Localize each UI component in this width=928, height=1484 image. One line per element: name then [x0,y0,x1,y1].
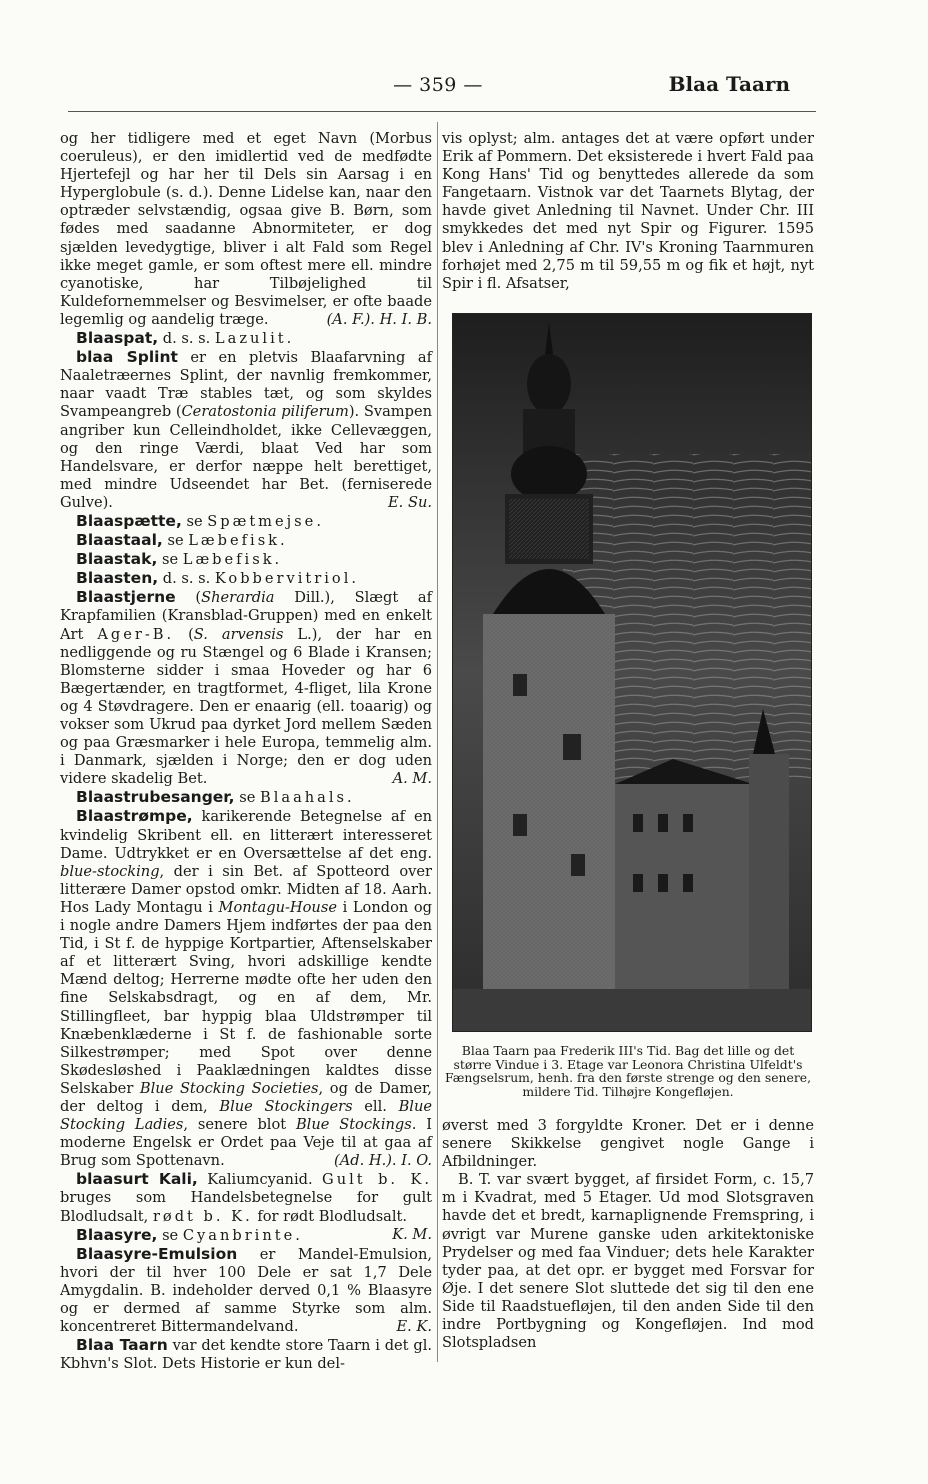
entry-blaastroempe [60,807,432,1170]
headword: Blaasyre-Emulsion [76,1244,238,1263]
entry-signature: (A. F.). H. I. B. [326,310,432,328]
entry-blaasyre-emulsion [60,1245,432,1336]
entry-text: . I moderne Engelsk er Ordet paa Veje til at gaa af Brug som Spottenavn. [60,1116,432,1170]
spaced-term: Ager-B. [97,625,175,643]
headword: Blaastrømpe, [76,807,193,826]
entry-text: i London og i nogle andre Damers Hjem indførtes der paa den Tid, i St f. de hyppige Kortpartier, Aftenselskaber af et litterært Sving, hvori adskillige kendte Mænd deltog; Herrerne mødte ofte her uden den fine Selskabsdragt, og en af dem, Mr. Stillingfleet, bar hyppig blaa Uldstrømper til Knæbenklæderne i St f. de fashionable sorte Silkestrømper; med Spot over denne Skødesløshed i Paaklædningen kaldtes disse Selskaber [60,898,432,1097]
entry-text: var det kendte store Taarn i det gl. Kbhvn's Slot. Dets Historie er kun del- [60,1337,432,1373]
entry-text: ell. [352,1097,399,1115]
headword: Blaastrubesanger, [76,788,235,807]
entry-text: øverst med 3 forgyldte Kroner. Det er i denne senere Skikkelse gengivet nogle Gange i Afbildninger. [442,1117,814,1171]
cross-reference: Læbefisk. [188,532,288,550]
right-column-bottom [442,1117,814,1352]
entry-blaaspat [60,329,432,348]
tower-illustration [453,314,811,1031]
entry-text: , der i sin Bet. af Spotteord over litterære Damer opstod omkr. Midten af 18. Aarh. Hos Lady Montagu i [60,862,432,916]
entry-text: ( [174,625,194,643]
cross-reference: Kobbervitriol. [214,570,360,588]
entry-text: bruges som Handelsbetegnelse for gult Blodludsalt, [60,1189,432,1225]
entry-signature: E. Su. [388,493,432,511]
spaced-term: Gult b. K. [322,1171,433,1189]
headword: Blaa Taarn [76,1336,168,1355]
italic-term: Blue Stockingers [219,1097,353,1115]
entry-text: er en pletvis Blaafarvning af Naaletræernes Splint, der navnlig fremkommer, naar vaadt Træ stables tæt, og som skyldes Svampeangreb ( [60,349,432,421]
entry-text: L.), der har en nedliggende og ru Stængel og 6 Blade i Kransen; Blomsterne sidder i smaa Hoveder og har 6 Bægertænder, en tragtformet, 4-fliget, lila Krone og 4 Støvdragere. Den er enaarig (ell. toaarig) og vokser som Ukrud paa dyrket Jord mellem Sæden og paa Græsmarker i hele Europa, temmelig alm. i Danmark, sjælden i Norge; den er dog uden videre skadelig Bet. [60,625,432,788]
entry-text: se [161,551,179,569]
italic-term: Blue Stockings [295,1116,412,1134]
headword: Blaastaal, [76,531,163,550]
entry-blaastrubesanger [60,788,432,807]
entry-text: karikerende Betegnelse af en kvindelig Skribent ell. en litterært interesseret Dame. Udtrykket er en Oversættelse af det eng. [60,808,432,862]
entry-blaastak [60,550,432,569]
entry-text: er Mandel-Emulsion, hvori der til hver 100 Dele er sat 1,7 Dele Amygdalin. B. indeholder derved 0,1 % Blaasyre og er dermed af samme Styrke som alm. koncentreret Bittermandelvand. [60,1245,432,1336]
italic-term: Blue Stocking Ladies [60,1097,432,1134]
cross-reference: Lazulit. [214,330,295,348]
entry-blaa-splint [60,348,432,512]
italic-term: blue-stocking [60,862,160,880]
entry-text: Dill.), Slægt af Krapfamilien (Kransblad-Gruppen) med en enkelt Art [60,589,432,643]
header-rule [68,111,816,112]
entry-signature: A. M. [392,770,432,788]
entry-blaa-taarn [60,1336,432,1373]
headword: Blaasten, [76,569,159,588]
headword: Blaaspætte, [76,511,182,530]
headword: blaa Splint [76,348,178,367]
italic-term: Blue Stocking Societies [139,1079,319,1097]
right-column-top [442,130,814,293]
entry-continuation [60,130,432,329]
entry-text: , senere blot [183,1116,296,1134]
entry-blaastaal [60,531,432,550]
entry-text: B. T. var svært bygget, af firsidet Form, c. 15,7 m i Kvadrat, med 5 Etager. Ud mod Slotsgraven havde det et bredt, karnaplignende Fremspring, i øvrigt var Murene ganske uden arkitektoniske Prydelser og med faa Vinduer; dets hele Karakter tyder paa, at det opr. er bygget med Forsvar for Øje. I det senere Slot sluttede det sig til den ene Side til Raadstuefløjen, til den anden Side til den indre Portbygning og Kongefløjen. Ind mod Slotspladsen [442,1171,814,1352]
headword: Blaaspat, [76,329,159,348]
entry-text: se [167,532,184,550]
latin-name: Sherardia [201,589,275,607]
latin-name: Ceratostonia piliferum [181,403,349,421]
entry-blaasten [60,569,432,588]
courtyard-ground [453,989,811,1031]
headword: Blaastak, [76,550,158,569]
cross-reference: Spætmejse. [207,512,324,530]
entry-text: se [186,512,203,530]
entry-blaaspaette [60,512,432,531]
entry-text: se [239,789,256,807]
cross-reference: Blaahals. [259,789,355,807]
running-head: Blaa Taarn [668,72,790,96]
italic-term: Montagu-House [218,898,337,916]
spaced-term: rødt b. K. [152,1207,253,1225]
entry-text: Kaliumcyanid. [207,1171,313,1189]
entry-text: og her tidligere med et eget Navn (Morbus coeruleus), er den imidlertid ved de medfødte Hjertefejl og har her til Dels sin Aarsag i en Hyperglobule (s. d.). Denne Lidelse kan, naar den optræder selvstændig, ogsaa give B. Børn, som fødes med saadanne Abnormiteter, er dog sjælden levedygtige, bliver i alt Fald som Regel ikke meget gamle, er som oftest mere ell. mindre cyanotiske, har Tilbøjelighed til Kuldefornemmelser og Besvimelser, er ofte baade legemlig og aandelig træge. [60,130,432,328]
entry-signature: K. M. [392,1225,432,1243]
headword: Blaasyre, [76,1225,158,1244]
entry-text: d. s. s. [162,330,211,348]
entry-signature: E. K. [396,1318,432,1336]
entry-text: , og de Damer, der deltog i dem, [60,1079,432,1115]
latin-name: S. arvensis [193,625,284,643]
entry-text: ( [195,589,202,607]
headword: Blaastjerne [76,588,176,607]
entry-text: se [162,1226,179,1244]
column-divider [437,122,438,1362]
page-number: — 359 — [393,74,483,96]
entry-signature: (Ad. H.). I. O. [334,1152,432,1170]
entry-continuation: vis oplyst; alm. antages det at være opført under Erik af Pommern. Det eksisterede i hvert Fald paa Kong Hans' Tid og benyttedes allerede da som Fangetaarn. Vistnok var det Taarnets Blytag, der havde givet Anledning til Navnet. Under Chr. III smykkedes det med nyt Spir og Figurer. 1595 blev i Anledning af Chr. IV's Kroning Taarnmuren forhøjet med 2,75 m til 59,55 m og fik et højt, nyt Spir i fl. Afsatser, [442,130,814,292]
entry-text: d. s. s. [162,570,211,588]
left-column [60,130,432,1373]
entry-text: for rødt Blodludsalt. [252,1207,408,1225]
entry-text: ). Svampen angriber kun Celleindholdet, ikke Cellevæggen, og den ringe Værdi, blaat Ved har som Handelsvare, er derfor næppe helt berettiget, med mindre Udseendet har Bet. (ferniserede Gulve). [60,403,432,511]
cross-reference: Cyanbrinte. [182,1226,303,1244]
headword: blaasurt Kali, [76,1170,198,1189]
cross-reference: Læbefisk. [182,551,283,569]
figure-caption: Blaa Taarn paa Frederik III's Tid. Bag det lille og det større Vindue i 3. Etage var Leonora Christina Ulfeldt's Fængselsrum, henh. fra den første strenge og den senere, mildere Tid. Tilhøjre Kongefløjen. [444,1043,812,1099]
entry-blaastjerne [60,588,432,788]
engraving-blaa-taarn [452,313,812,1032]
